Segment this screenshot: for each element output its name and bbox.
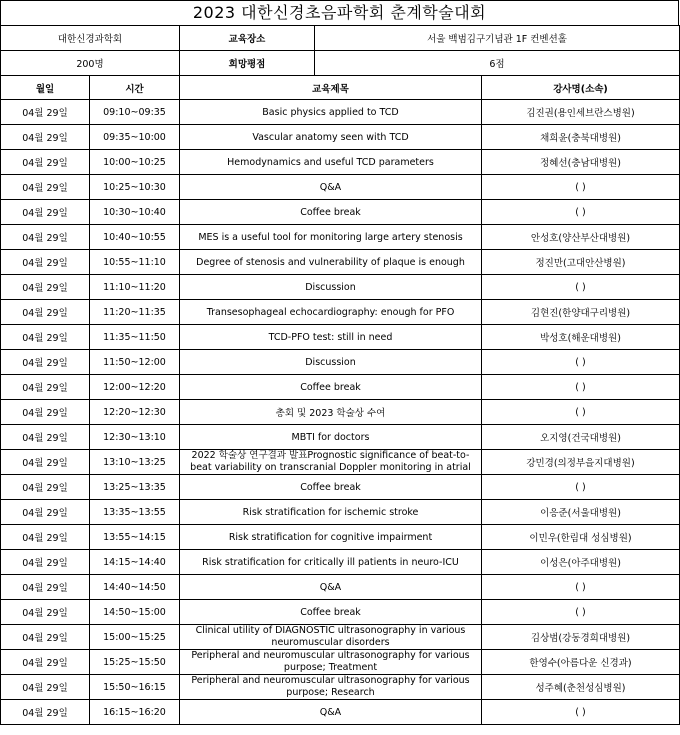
row-date: 04월 29일 — [1, 475, 90, 500]
header-date: 월일 — [1, 76, 90, 100]
row-lecturer: 이성은(아주대병원) — [482, 550, 680, 575]
row-time: 14:40~14:50 — [90, 575, 180, 600]
row-subject: Peripheral and neuromuscular ultrasonography for various purpose; Treatment — [180, 650, 482, 675]
row-subject: Coffee break — [180, 375, 482, 400]
row-time: 14:50~15:00 — [90, 600, 180, 625]
row-lecturer: 김상범(강동경희대병원) — [482, 625, 680, 650]
row-date: 04월 29일 — [1, 450, 90, 475]
row-date: 04월 29일 — [1, 125, 90, 150]
row-lecturer: ( ) — [482, 475, 680, 500]
table-row — [1, 450, 680, 475]
row-date: 04월 29일 — [1, 375, 90, 400]
row-time: 10:40~10:55 — [90, 225, 180, 250]
row-lecturer: 이민우(한림대 성심병원) — [482, 525, 680, 550]
row-lecturer: ( ) — [482, 375, 680, 400]
row-date: 04월 29일 — [1, 100, 90, 125]
info-row-2 — [1, 51, 680, 76]
row-lecturer: 박성호(해운대병원) — [482, 325, 680, 350]
row-subject: Coffee break — [180, 200, 482, 225]
table-row — [1, 425, 680, 450]
row-time: 16:15~16:20 — [90, 700, 180, 725]
table-row — [1, 100, 680, 125]
row-subject: Transesophageal echocardiography: enough for PFO — [180, 300, 482, 325]
row-date: 04월 29일 — [1, 350, 90, 375]
row-lecturer: 김현진(한양대구리병원) — [482, 300, 680, 325]
row-subject: Q&A — [180, 575, 482, 600]
row-date: 04월 29일 — [1, 250, 90, 275]
table-row — [1, 700, 680, 725]
table-header — [1, 76, 680, 100]
page-title: 2023 대한신경초음파학회 춘계학술대회 — [0, 0, 679, 25]
header-lecturer: 강사명(소속) — [482, 76, 680, 100]
row-date: 04월 29일 — [1, 175, 90, 200]
row-subject: Peripheral and neuromuscular ultrasonography for various purpose; Research — [180, 675, 482, 700]
row-date: 04월 29일 — [1, 650, 90, 675]
row-lecturer: ( ) — [482, 600, 680, 625]
row-lecturer: 정혜선(충남대병원) — [482, 150, 680, 175]
schedule-table — [0, 25, 680, 725]
row-lecturer: ( ) — [482, 700, 680, 725]
row-subject: Clinical utility of DIAGNOSTIC ultrasonography in various neuromuscular disorders — [180, 625, 482, 650]
header-subject: 교육제목 — [180, 76, 482, 100]
row-time: 12:20~12:30 — [90, 400, 180, 425]
row-subject: Basic physics applied to TCD — [180, 100, 482, 125]
row-lecturer: 강민경(의정부을지대병원) — [482, 450, 680, 475]
credit: 6점 — [315, 51, 680, 76]
header-time: 시간 — [90, 76, 180, 100]
row-subject: Coffee break — [180, 475, 482, 500]
row-date: 04월 29일 — [1, 550, 90, 575]
row-date: 04월 29일 — [1, 400, 90, 425]
row-subject: Coffee break — [180, 600, 482, 625]
row-time: 15:50~16:15 — [90, 675, 180, 700]
row-lecturer: ( ) — [482, 175, 680, 200]
row-lecturer: 안성호(양산부산대병원) — [482, 225, 680, 250]
row-date: 04월 29일 — [1, 675, 90, 700]
row-date: 04월 29일 — [1, 525, 90, 550]
row-subject: Q&A — [180, 175, 482, 200]
table-row — [1, 375, 680, 400]
row-time: 09:10~09:35 — [90, 100, 180, 125]
row-time: 10:30~10:40 — [90, 200, 180, 225]
row-subject: Q&A — [180, 700, 482, 725]
row-lecturer: 채희윤(충북대병원) — [482, 125, 680, 150]
table-row — [1, 250, 680, 275]
row-lecturer: 성주혜(춘천성심병원) — [482, 675, 680, 700]
row-subject: Degree of stenosis and vulnerability of plaque is enough — [180, 250, 482, 275]
row-lecturer: 이응준(서울대병원) — [482, 500, 680, 525]
row-date: 04월 29일 — [1, 600, 90, 625]
row-subject: MBTI for doctors — [180, 425, 482, 450]
row-date: 04월 29일 — [1, 150, 90, 175]
row-time: 13:55~14:15 — [90, 525, 180, 550]
table-row — [1, 275, 680, 300]
table-row — [1, 550, 680, 575]
row-subject: TCD-PFO test: still in need — [180, 325, 482, 350]
row-subject: MES is a useful tool for monitoring large artery stenosis — [180, 225, 482, 250]
row-subject: Vascular anatomy seen with TCD — [180, 125, 482, 150]
table-row — [1, 525, 680, 550]
row-time: 12:30~13:10 — [90, 425, 180, 450]
venue: 서울 백범김구기념관 1F 컨벤션홀 — [315, 26, 680, 51]
row-date: 04월 29일 — [1, 625, 90, 650]
row-date: 04월 29일 — [1, 225, 90, 250]
row-date: 04월 29일 — [1, 425, 90, 450]
row-lecturer: 한영수(아름다운 신경과) — [482, 650, 680, 675]
row-subject: 총회 및 2023 학술상 수여 — [180, 400, 482, 425]
row-lecturer: 김진권(용인세브란스병원) — [482, 100, 680, 125]
table-row — [1, 650, 680, 675]
row-subject: Risk stratification for ischemic stroke — [180, 500, 482, 525]
row-subject: 2022 학술상 연구결과 발표Prognostic significance of beat-to-beat variability on transcranial Doppler monitoring in atrial — [180, 450, 482, 475]
row-subject: Discussion — [180, 275, 482, 300]
row-date: 04월 29일 — [1, 300, 90, 325]
row-time: 13:35~13:55 — [90, 500, 180, 525]
table-row — [1, 125, 680, 150]
table-row — [1, 325, 680, 350]
row-time: 11:20~11:35 — [90, 300, 180, 325]
row-lecturer: ( ) — [482, 275, 680, 300]
table-row — [1, 300, 680, 325]
row-time: 15:00~15:25 — [90, 625, 180, 650]
venue-label: 교육장소 — [180, 26, 315, 51]
row-time: 10:00~10:25 — [90, 150, 180, 175]
row-time: 11:35~11:50 — [90, 325, 180, 350]
row-lecturer: ( ) — [482, 200, 680, 225]
row-date: 04월 29일 — [1, 200, 90, 225]
row-lecturer: 정진만(고대안산병원) — [482, 250, 680, 275]
row-date: 04월 29일 — [1, 700, 90, 725]
row-time: 14:15~14:40 — [90, 550, 180, 575]
row-time: 09:35~10:00 — [90, 125, 180, 150]
row-lecturer: 오지영(건국대병원) — [482, 425, 680, 450]
table-row — [1, 150, 680, 175]
row-time: 10:55~11:10 — [90, 250, 180, 275]
row-time: 11:50~12:00 — [90, 350, 180, 375]
row-time: 13:10~13:25 — [90, 450, 180, 475]
table-row — [1, 350, 680, 375]
row-date: 04월 29일 — [1, 325, 90, 350]
table-row — [1, 500, 680, 525]
row-date: 04월 29일 — [1, 275, 90, 300]
table-row — [1, 625, 680, 650]
table-row — [1, 600, 680, 625]
table-row — [1, 675, 680, 700]
row-subject: Risk stratification for critically ill patients in neuro-ICU — [180, 550, 482, 575]
row-time: 10:25~10:30 — [90, 175, 180, 200]
row-subject: Hemodynamics and useful TCD parameters — [180, 150, 482, 175]
row-lecturer: ( ) — [482, 400, 680, 425]
table-row — [1, 400, 680, 425]
table-row — [1, 225, 680, 250]
table-row — [1, 200, 680, 225]
table-row — [1, 175, 680, 200]
organizer: 대한신경과학회 — [1, 26, 180, 51]
row-date: 04월 29일 — [1, 575, 90, 600]
capacity: 200명 — [1, 51, 180, 76]
row-lecturer: ( ) — [482, 350, 680, 375]
info-row-1 — [1, 26, 680, 51]
row-time: 15:25~15:50 — [90, 650, 180, 675]
row-time: 12:00~12:20 — [90, 375, 180, 400]
table-row — [1, 475, 680, 500]
row-subject: Risk stratification for cognitive impairment — [180, 525, 482, 550]
row-lecturer: ( ) — [482, 575, 680, 600]
row-subject: Discussion — [180, 350, 482, 375]
credit-label: 희망평점 — [180, 51, 315, 76]
row-date: 04월 29일 — [1, 500, 90, 525]
row-time: 11:10~11:20 — [90, 275, 180, 300]
table-row — [1, 575, 680, 600]
row-time: 13:25~13:35 — [90, 475, 180, 500]
